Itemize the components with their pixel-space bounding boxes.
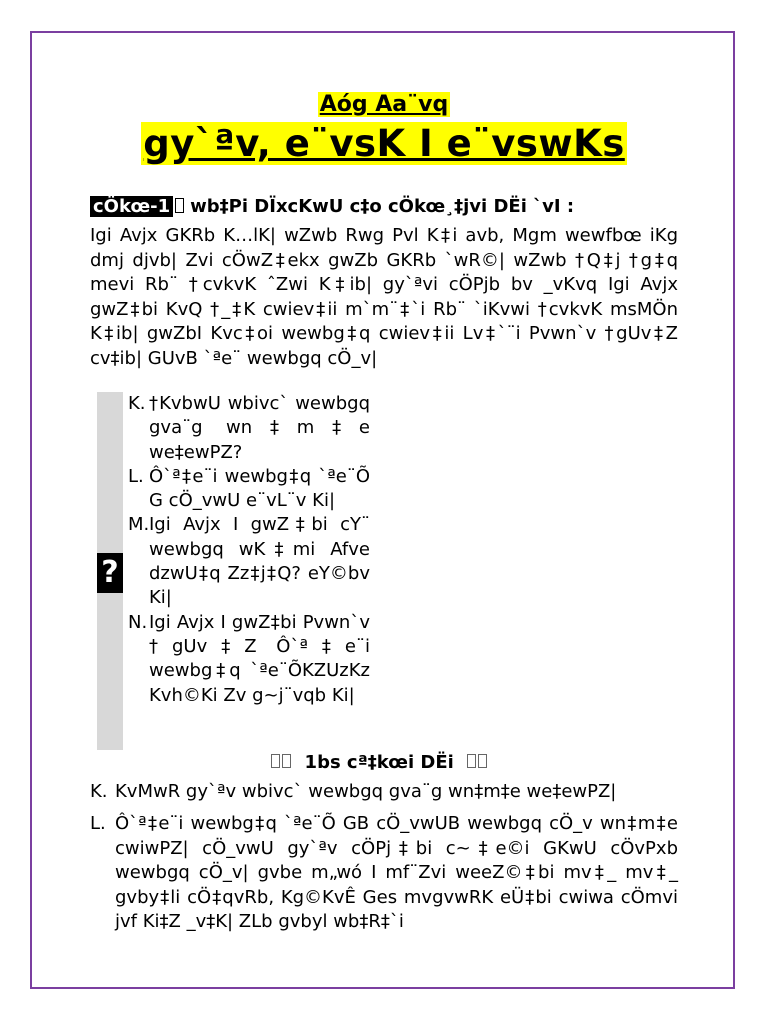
header-title-line-2 [0,122,768,165]
option-text: Ô`ª‡e¨i wewbg‡q `ªe¨Õ G cÖ_vwU e¨vL¨v Ki| [149,465,370,512]
box-glyph-icon [282,754,291,768]
answer-block [90,812,678,935]
header-title-1: Aóg Aa¨vq [319,92,449,117]
stimulus-paragraph: Igi Avjx GKRb K…lK| wZwb Rwg Pvl K‡i avb, Mgm wewfbœ iKg dmj djvb| Zvi cÖwZ‡ekx gwZb GKRb `wR©| wZwb †Q‡j †g‡q mevi Rb¨ †cvkvK ˆZwi K‡ib| gy`ªvi cÖPjb bv _vKvq Igi Avjx gwZ‡bi KvQ †_‡K cwiev‡ii m`m¨‡`i Rb¨ `iKvwi †cvkvK msMÖn K‡ib| gwZbI Kvc‡oi wewbg‡q cwiev‡ii Lv‡`¨i Pvwn`v †gUv‡Z cv‡ib| GUvB `ªe¨ wewbgq cÖ_v| [90,225,678,369]
option-label: M. [128,514,150,536]
option-item [128,465,370,514]
option-label: N. [128,611,148,633]
option-text: Igi Avjx I gwZ‡bi cY¨ wewbgq wK‡mi Afve dzwU‡q Zz‡j‡Q? eY©bv Ki| [149,514,370,609]
answer-label: K. [90,781,108,802]
option-item [128,611,370,708]
box-glyph-icon [271,754,280,768]
answer-block [90,780,678,805]
box-glyph-icon [467,754,476,768]
square-glyph-icon [175,198,184,213]
answer-label: L. [90,813,106,834]
header-title-2: gy`ªv, e¨vsK I e¨vswKs [143,122,625,165]
option-label: K. [128,393,146,414]
question-heading-row [90,196,574,217]
question-heading: wb‡Pi DÏxcKwU c‡o cÖkœ¸‡jvi DËi `vI : [190,196,575,217]
question-options [128,392,370,708]
answer-item [90,780,678,805]
option-item [128,392,370,465]
question-mark-icon: ? [97,553,123,593]
answer-section-heading [270,752,488,773]
box-glyph-icon [478,754,487,768]
answer-text: Ô`ª‡e¨i wewbg‡q `ªe¨Õ GB cÖ_vwUB wewbgq cÖ_v wn‡m‡e cwiwPZ| cÖ_vwU gy`ªv cÖPj‡bi c~‡e©i GKwU cÖvPxb wewbgq cÖ_v| gvbe m„wó I mf¨Zvi weeZ©‡bi mv‡_ mv‡_ gvby‡li cÖ‡qvRb, Kg©KvÊ Ges mvgvwRK eÜ‡bi cwiwa cÖmvi jvf Ki‡Z _v‡K| ZLb gvbyl wb‡R‡`i [115,813,678,932]
answer-item [90,812,678,935]
answer-section-title: 1bs cª‡kœi DËi [304,752,454,773]
option-label: L. [128,465,144,487]
question-tag: cÖkœ-1 [90,196,173,217]
option-item [128,513,370,610]
header-title-line-1 [0,92,768,117]
option-text: Igi Avjx I gwZ‡bi Pvwn`v †gUv‡Z Ô`ª‡e¨i wewbg‡q `ªe¨ÕKZUzKz Kvh©Ki Zv g~j¨vqb Ki| [149,611,370,706]
option-text: †KvbwU wbivc` wewbgq gva¨g wn‡m‡e we‡ewPZ? [149,393,370,463]
answer-text: KvMwR gy`ªv wbivc` wewbgq gva¨g wn‡m‡e we‡ewPZ| [115,781,617,802]
